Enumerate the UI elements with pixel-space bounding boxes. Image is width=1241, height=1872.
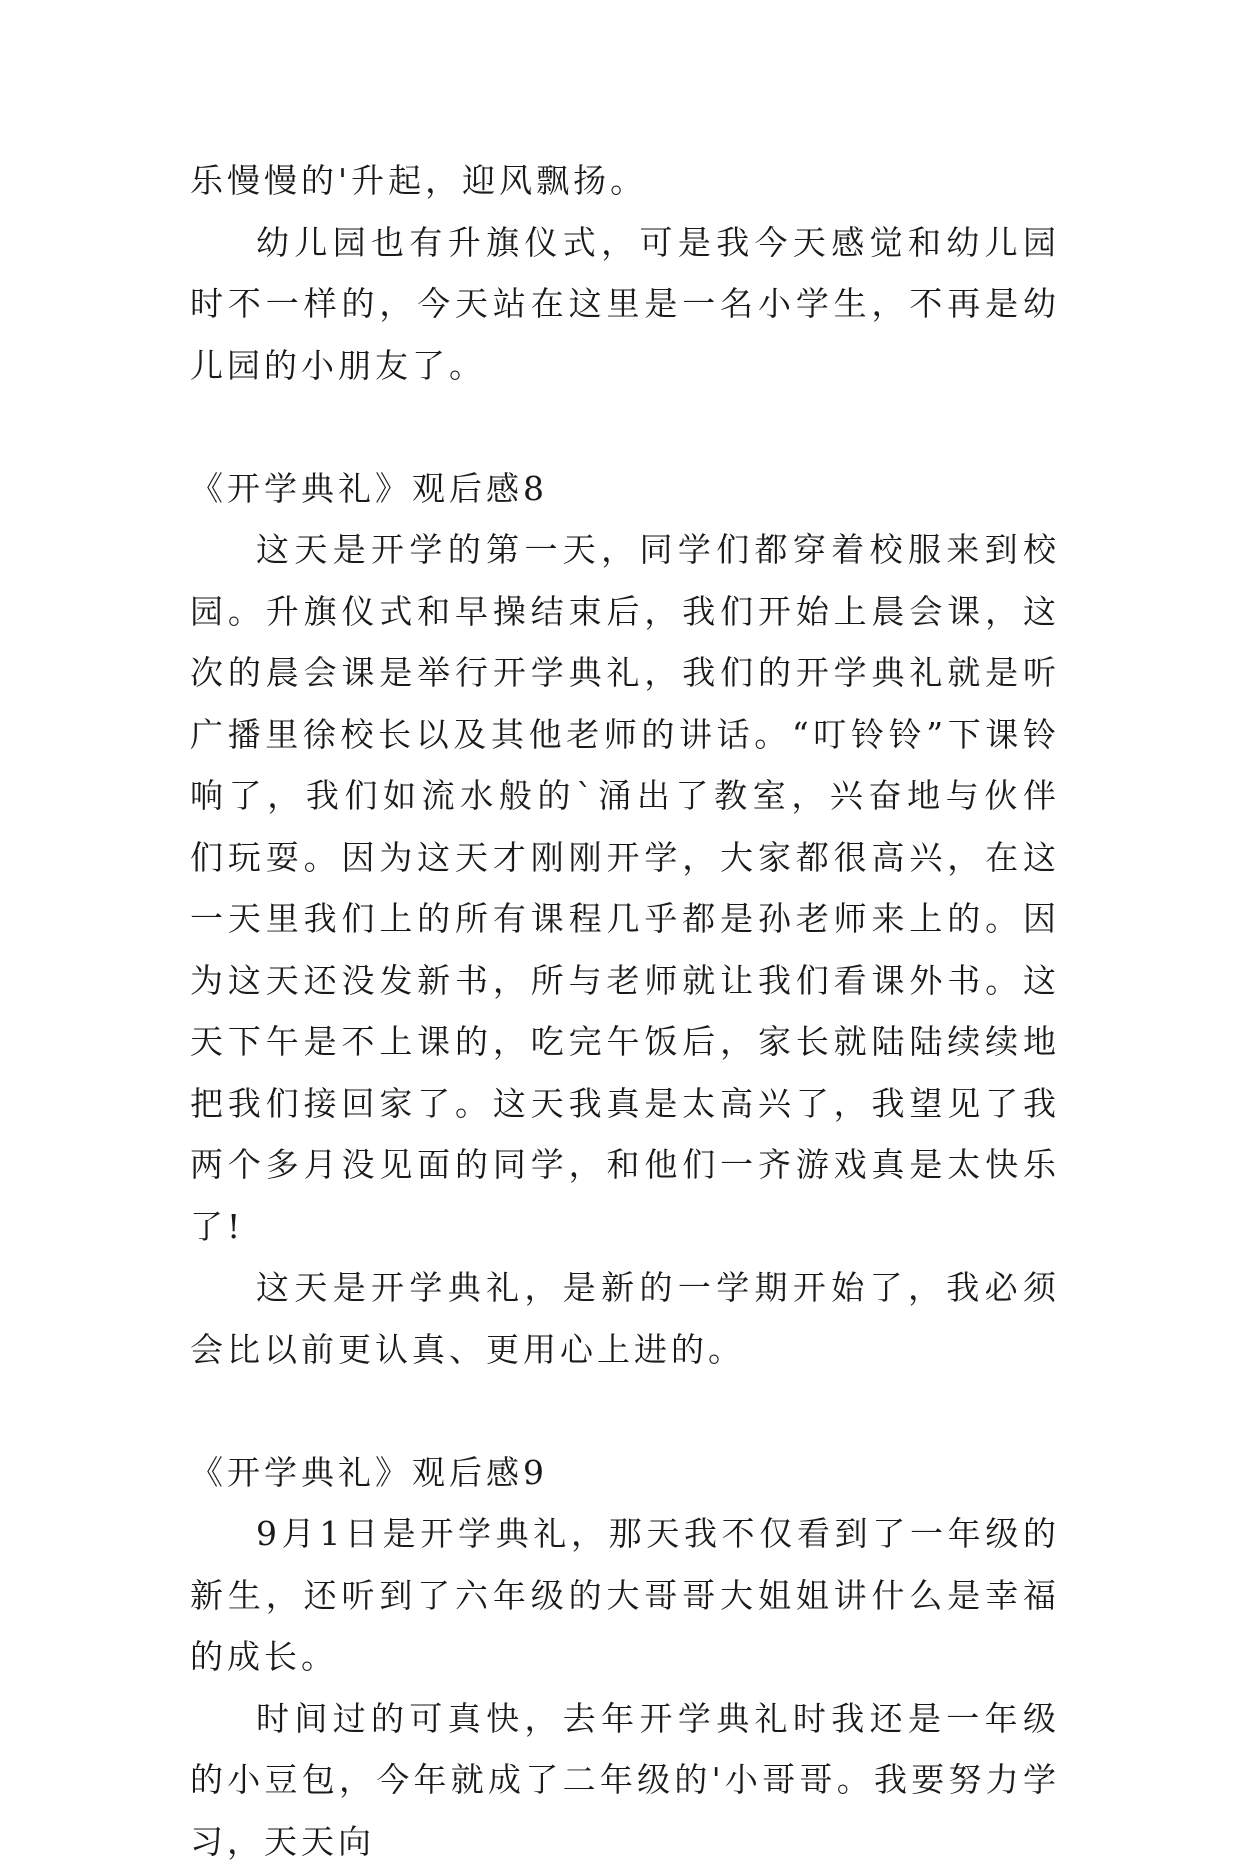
document-page xyxy=(190,150,1060,1872)
section-heading: 《开学典礼》观后感9 xyxy=(190,1442,1060,1504)
paragraph: 9月1日是开学典礼，那天我不仅看到了一年级的新生，还听到了六年级的大哥哥大姐姐讲什么是幸福的成长。 xyxy=(190,1503,1060,1688)
paragraph: 乐慢慢的'升起，迎风飘扬。 xyxy=(190,150,1060,212)
section-heading: 《开学典礼》观后感8 xyxy=(190,458,1060,520)
spacer xyxy=(190,396,1060,458)
paragraph: 这天是开学的第一天，同学们都穿着校服来到校园。升旗仪式和早操结束后，我们开始上晨会课，这次的晨会课是举行开学典礼，我们的开学典礼就是听广播里徐校长以及其他老师的讲话。“叮铃铃”下课铃响了，我们如流水般的`涌出了教室，兴奋地与伙伴们玩耍。因为这天才刚刚开学，大家都很高兴，在这一天里我们上的所有课程几乎都是孙老师来上的。因为这天还没发新书，所与老师就让我们看课外书。这天下午是不上课的，吃完午饭后，家长就陆陆续续地把我们接回家了。这天我真是太高兴了，我望见了我两个多月没见面的同学，和他们一齐游戏真是太快乐了! xyxy=(190,519,1060,1257)
spacer xyxy=(190,1380,1060,1442)
paragraph: 时间过的可真快，去年开学典礼时我还是一年级的小豆包，今年就成了二年级的'小哥哥。我要努力学习，天天向 xyxy=(190,1688,1060,1872)
paragraph: 幼儿园也有升旗仪式，可是我今天感觉和幼儿园时不一样的，今天站在这里是一名小学生，不再是幼儿园的小朋友了。 xyxy=(190,212,1060,397)
paragraph: 这天是开学典礼，是新的一学期开始了，我必须会比以前更认真、更用心上进的。 xyxy=(190,1257,1060,1380)
